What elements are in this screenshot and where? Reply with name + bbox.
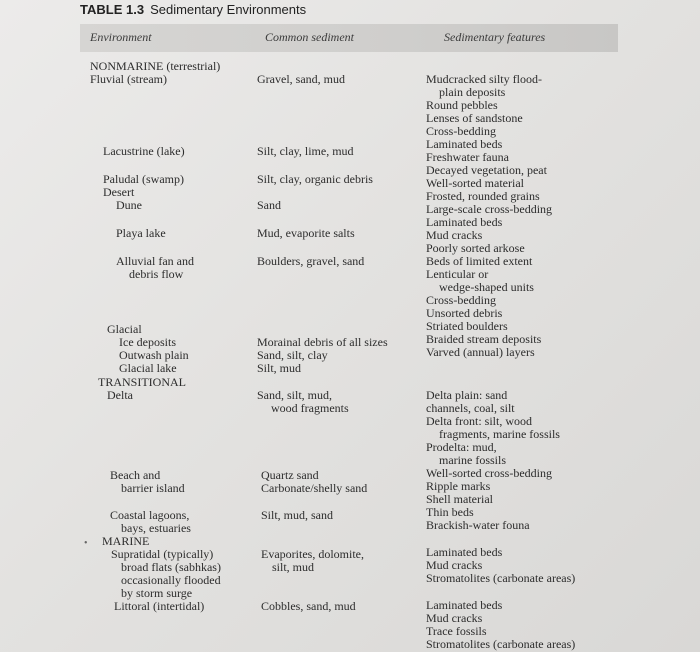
feature-line: Laminated beds (426, 137, 503, 151)
env-line: Beach and (110, 468, 161, 482)
sediment-line: Quartz sand (261, 468, 319, 482)
sediment-line: Cobbles, sand, mud (261, 599, 356, 613)
env-line: bays, estuaries (121, 521, 191, 535)
feature-line: Varved (annual) layers (426, 345, 535, 359)
sediment-line: Mud, evaporite salts (257, 226, 355, 240)
env-line: Outwash plain (119, 348, 189, 362)
env-line: Dune (116, 198, 142, 212)
sediment-line: Carbonate/shelly sand (261, 481, 368, 495)
env-line: Lacustrine (lake) (103, 144, 185, 158)
feature-line: Delta plain: sand (426, 388, 508, 402)
feature-line: Trace fossils (426, 624, 487, 638)
feature-line: Braided stream deposits (426, 332, 542, 346)
sediment-line: Silt, mud (257, 361, 302, 375)
sediment-line: Evaporites, dolomite, (261, 547, 364, 561)
feature-line: Laminated beds (426, 215, 503, 229)
env-line: Glacial lake (119, 361, 177, 375)
feature-line: Delta front: silt, wood (426, 414, 532, 428)
feature-line: Brackish-water founa (426, 518, 530, 532)
sediment-line: wood fragments (271, 401, 349, 415)
feature-line: channels, coal, silt (426, 401, 515, 415)
env-line: Delta (107, 388, 133, 402)
header-sedimentary-features: Sedimentary features (444, 30, 546, 44)
env-line: by storm surge (121, 586, 193, 600)
env-line: Alluvial fan and (116, 254, 194, 268)
feature-line: Unsorted debris (426, 306, 503, 320)
env-line: Paludal (swamp) (103, 172, 184, 186)
feature-line: Freshwater fauna (426, 150, 509, 164)
table-title: Sedimentary Environments (150, 2, 307, 17)
feature-line: Prodelta: mud, (426, 440, 497, 454)
feature-line: Ripple marks (426, 479, 491, 493)
env-line: broad flats (sabhkas) (121, 560, 221, 574)
feature-line: Beds of limited extent (426, 254, 533, 268)
feature-line: plain deposits (439, 85, 506, 99)
feature-line: Lenses of sandstone (426, 111, 523, 125)
feature-line: Shell material (426, 492, 493, 506)
feature-line: Frosted, rounded grains (426, 189, 540, 203)
env-line: NONMARINE (terrestrial) (90, 59, 221, 73)
margin-dot: • (84, 538, 88, 549)
sediment-line: Boulders, gravel, sand (257, 254, 365, 268)
sediment-line: silt, mud (272, 560, 315, 574)
env-line: TRANSITIONAL (98, 375, 186, 389)
feature-line: Stromatolites (carbonate areas) (426, 571, 576, 585)
env-line: barrier island (121, 481, 185, 495)
env-line: occasionally flooded (121, 573, 221, 587)
sediment-line: Gravel, sand, mud (257, 72, 345, 86)
feature-line: Laminated beds (426, 545, 503, 559)
env-line: Supratidal (typically) (111, 547, 214, 561)
feature-line: Cross-bedding (426, 124, 496, 138)
env-line: Fluvial (stream) (90, 72, 167, 86)
sediment-line: Silt, mud, sand (261, 508, 334, 522)
feature-line: Well-sorted material (426, 176, 524, 190)
sediment-line: Sand, silt, mud, (257, 388, 333, 402)
env-line: Playa lake (116, 226, 166, 240)
feature-line: wedge-shaped units (439, 280, 534, 294)
env-line: MARINE (102, 534, 150, 548)
feature-line: Round pebbles (426, 98, 498, 112)
feature-line: Lenticular or (426, 267, 489, 281)
env-line: debris flow (129, 267, 184, 281)
table-caption (80, 2, 306, 17)
feature-line: fragments, marine fossils (439, 427, 560, 441)
feature-line: Large-scale cross-bedding (426, 202, 553, 216)
feature-line: Poorly sorted arkose (426, 241, 525, 255)
env-line: Littoral (intertidal) (114, 599, 205, 613)
env-line: Ice deposits (119, 335, 176, 349)
feature-line: Well-sorted cross-bedding (426, 466, 552, 480)
feature-line: Mud cracks (426, 558, 483, 572)
table-number: TABLE 1.3 (80, 2, 145, 17)
sediment-line: Sand (257, 198, 281, 212)
sediment-line: Sand, silt, clay (257, 348, 328, 362)
feature-line: Stromatolites (carbonate areas) (426, 637, 576, 651)
sediment-line: Morainal debris of all sizes (257, 335, 388, 349)
feature-line: Laminated beds (426, 598, 503, 612)
feature-line: Decayed vegetation, peat (426, 163, 547, 177)
feature-line: Mudcracked silty flood- (426, 72, 542, 86)
feature-line: Mud cracks (426, 228, 483, 242)
feature-line: Striated boulders (426, 319, 508, 333)
env-line: Glacial (107, 322, 142, 336)
sediment-line: Silt, clay, lime, mud (257, 144, 354, 158)
feature-line: Thin beds (426, 505, 474, 519)
env-line: Coastal lagoons, (110, 508, 190, 522)
feature-line: Cross-bedding (426, 293, 496, 307)
sediment-line: Silt, clay, organic debris (257, 172, 373, 186)
feature-line: Mud cracks (426, 611, 483, 625)
header-common-sediment: Common sediment (265, 30, 354, 44)
feature-line: marine fossils (439, 453, 506, 467)
env-line: Desert (103, 185, 135, 199)
header-environment: Environment (90, 30, 152, 44)
